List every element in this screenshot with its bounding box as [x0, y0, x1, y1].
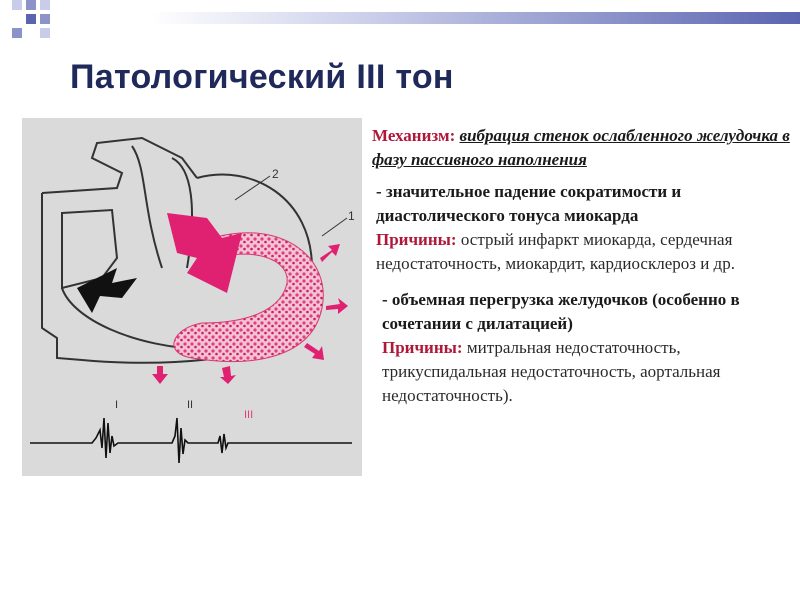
point-dash: -	[376, 182, 382, 201]
mechanism-paragraph	[372, 124, 790, 172]
filling-arrow-icon	[167, 213, 242, 293]
heart-diagram-figure	[22, 118, 362, 476]
decor-square	[26, 0, 36, 10]
point-text: значительное падение сократимости и диастолического тонуса миокарда	[376, 182, 682, 225]
point-item-1	[372, 180, 790, 276]
page-title: Патологический III тон	[70, 58, 454, 96]
mechanism-text: вибрация стенок ослабленного желудочка в фазу пассивного наполнения	[372, 126, 790, 169]
tone-label-II: II	[187, 399, 194, 411]
label-1: 1	[348, 209, 355, 223]
decor-square	[26, 14, 36, 24]
causes-label: Причины:	[382, 338, 463, 357]
tone-label-III: III	[244, 409, 254, 421]
decor-gradient-bar	[150, 12, 800, 24]
label-2: 2	[272, 167, 279, 181]
point-text: объемная перегрузка желудочков (особенно в сочетании с дилатацией)	[382, 290, 740, 333]
decor-square	[40, 14, 50, 24]
decor-square	[40, 0, 50, 10]
point-dash: -	[382, 290, 388, 309]
heart-diagram	[22, 118, 362, 476]
decor-square	[12, 28, 22, 38]
tone-label-I: I	[115, 399, 119, 411]
causes-label: Причины:	[376, 230, 457, 249]
decor-square	[12, 0, 22, 10]
phonocardiogram-trace	[30, 418, 352, 463]
decor-square	[40, 28, 50, 38]
causes-text: острый инфаркт миокарда, сердечная недостаточность, миокардит, кардиосклероз и др.	[376, 230, 735, 273]
explanation-text	[372, 124, 790, 408]
point-item-2	[372, 288, 790, 408]
top-decorative-band	[0, 0, 800, 48]
lightning-arrow-icon	[77, 268, 137, 313]
mechanism-label: Механизм:	[372, 126, 456, 145]
causes-text: митральная недостаточность, трикуспидальная недостаточность, аортальная недостаточность).	[382, 338, 721, 405]
